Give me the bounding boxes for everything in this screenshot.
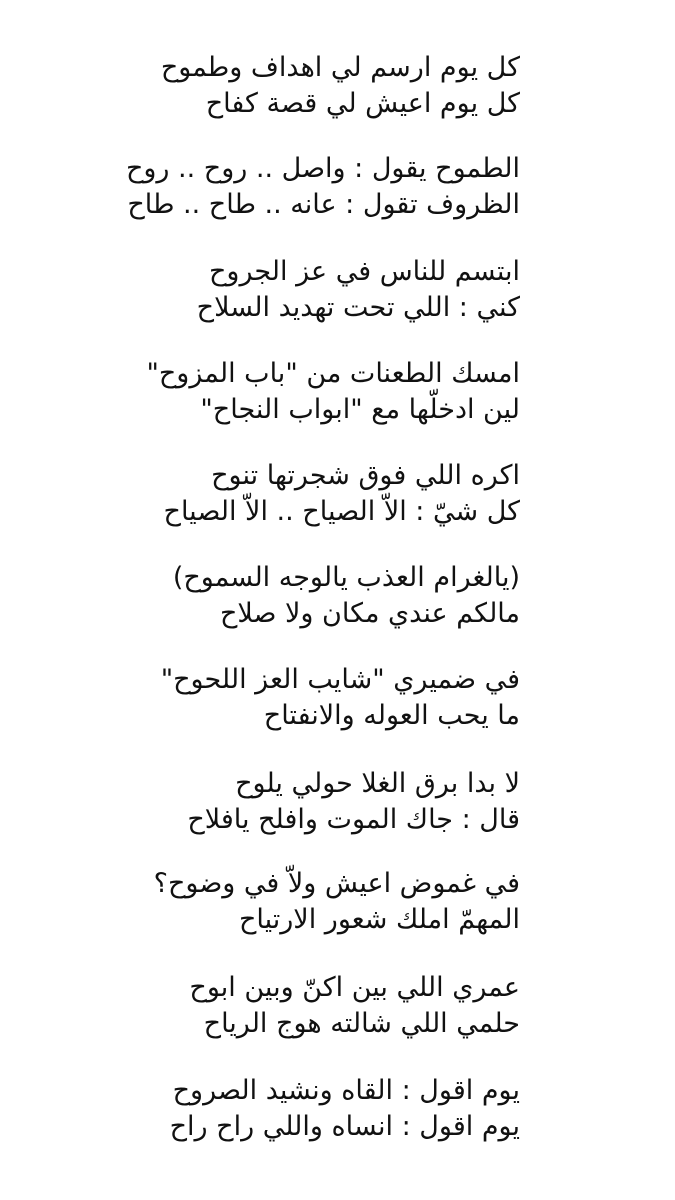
verse-line: عمري اللي بين اكنّ وبين ابوح — [189, 972, 520, 1003]
verse-line: اكره اللي فوق شجرتها تنوح — [211, 460, 520, 491]
verse-line: كني : اللي تحت تهديد السلاح — [196, 292, 520, 323]
verse-line: ابتسم للناس في عز الجروح — [209, 256, 520, 287]
verse-line: لين ادخلّها مع "ابواب النجاح" — [200, 394, 520, 425]
stanza — [125, 151, 520, 223]
verse-line: مالكم عندي مكان ولا صلاح — [219, 598, 520, 629]
verse-line: كل يوم ارسم لي اهداف وطموح — [160, 52, 520, 83]
stanza — [146, 356, 520, 428]
stanza — [150, 662, 520, 734]
verse-line: حلمي اللي شالته هوج الرياح — [203, 1008, 520, 1039]
stanza — [150, 970, 520, 1042]
stanza — [150, 560, 520, 632]
verse-line: في ضميري "شايب العز اللحوح" — [160, 664, 520, 695]
verse-line: الظروف تقول : عانه .. طاح .. طاح — [127, 189, 520, 220]
verse-line: كل يوم اعيش لي قصة كفاح — [205, 88, 520, 119]
stanza — [150, 50, 520, 122]
verse-line: يوم اقول : انساه واللي راح راح — [169, 1111, 520, 1142]
verse-line: لا بدا برق الغلا حولي يلوح — [235, 768, 520, 799]
stanza — [150, 1073, 520, 1145]
verse-line: كل شيّ : الاّ الصياح .. الاّ الصياح — [163, 496, 520, 527]
stanza — [150, 254, 520, 326]
verse-line: (يالغرام العذب يالوجه السموح) — [172, 562, 520, 593]
verse-line: في غموض اعيش ولاّ في وضوح؟ — [153, 868, 520, 899]
verse-line: قال : جاك الموت وافلح يافلاح — [187, 804, 520, 835]
stanza — [150, 766, 520, 838]
verse-line: ما يحب العوله والانفتاح — [263, 700, 520, 731]
verse-line: الطموح يقول : واصل .. روح .. روح — [125, 153, 520, 184]
stanza — [150, 866, 520, 938]
stanza — [150, 458, 520, 530]
verse-line: يوم اقول : القاه ونشيد الصروح — [172, 1075, 520, 1106]
verse-line: امسك الطعنات من "باب المزوح" — [146, 358, 520, 389]
verse-line: المهمّ املك شعور الارتياح — [238, 904, 520, 935]
